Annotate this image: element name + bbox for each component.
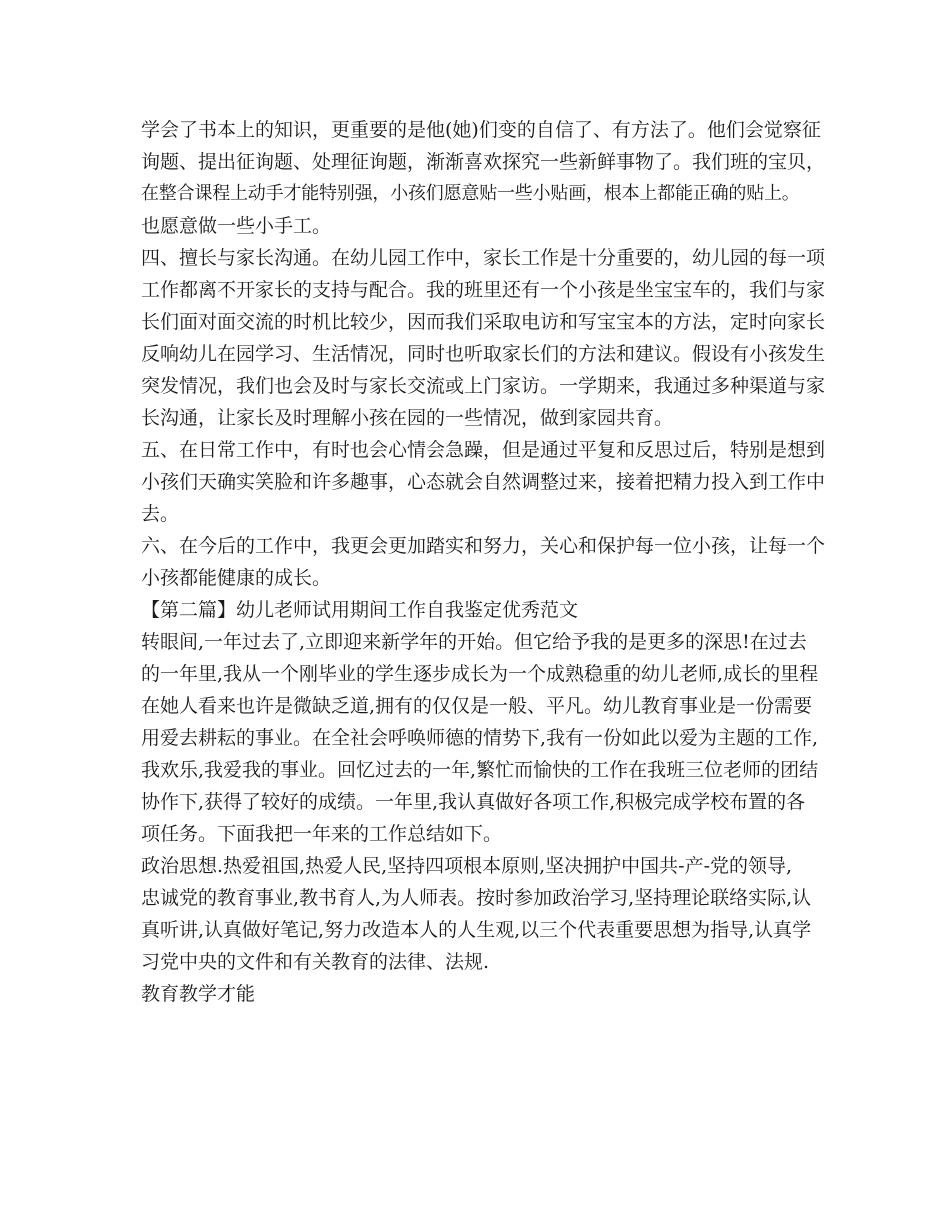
section-five-line: 五、在日常工作中，有时也会心情会急躁，但是通过平复和反思过后，特别是想到 bbox=[141, 439, 826, 461]
paragraph-line: 转眼间,一年过去了,立即迎来新学年的开始。但它给予我的是更多的深思!在过去 bbox=[141, 631, 807, 653]
section-title: 【第二篇】幼儿老师试用期间工作自我鉴定优秀范文 bbox=[141, 599, 579, 621]
paragraph-line: 长沟通，让家长及时理解小孩在园的一些情况，做到家园共育。 bbox=[141, 407, 674, 429]
paragraph-line: 协作下,获得了较好的成绩。一年里,我认真做好各项工作,积极完成学校布置的各 bbox=[141, 791, 806, 813]
document-body bbox=[141, 114, 831, 1010]
paragraph-line: 真听讲,认真做好笔记,努力改造本人的人生观,以三个代表重要思想为指导,认真学 bbox=[141, 919, 812, 941]
paragraph-line: 习党中央的文件和有关教育的法律、法规. bbox=[141, 951, 490, 973]
paragraph-line: 反响幼儿在园学习、生活情况，同时也听取家长们的方法和建议。假设有小孩发生 bbox=[141, 343, 826, 365]
paragraph-line: 政治思想.热爱祖国,热爱人民,坚持四项根本原则,坚决拥护中国共-产-党的领导, bbox=[141, 855, 793, 877]
paragraph-line: 小孩都能健康的成长。 bbox=[141, 567, 332, 589]
paragraph-line: 工作都离不开家长的支持与配合。我的班里还有一个小孩是坐宝宝车的，我们与家 bbox=[141, 279, 826, 301]
paragraph-line: 小孩们天确实笑脸和许多趣事，心态就会自然调整过来，接着把精力投入到工作中 bbox=[141, 471, 826, 493]
paragraph-line: 去。 bbox=[141, 503, 180, 525]
paragraph-line: 我欢乐,我爱我的事业。回忆过去的一年,繁忙而愉快的工作在我班三位老师的团结 bbox=[141, 759, 819, 781]
paragraph-line: 学会了书本上的知识，更重要的是他(她)们变的自信了、有方法了。他们会觉察征 bbox=[141, 119, 821, 141]
paragraph-line: 项任务。下面我把一年来的工作总结如下。 bbox=[141, 823, 503, 845]
paragraph-line: 突发情况，我们也会及时与家长交流或上门家访。一学期来，我通过多种渠道与家 bbox=[141, 375, 826, 397]
paragraph-line: 的一年里,我从一个刚毕业的学生逐步成长为一个成熟稳重的幼儿老师,成长的里程 bbox=[141, 663, 819, 685]
paragraph-line: 长们面对面交流的时机比较少，因而我们采取电访和写宝宝本的方法，定时向家长 bbox=[141, 311, 826, 333]
paragraph-line: 询题、提出征询题、处理征询题，渐渐喜欢探究一些新鲜事物了。我们班的宝贝， bbox=[141, 151, 826, 173]
section-four-line: 四、擅长与家长沟通。在幼儿园工作中，家长工作是十分重要的，幼儿园的每一项 bbox=[141, 247, 826, 269]
paragraph-line: 在她人看来也许是微缺乏道,拥有的仅仅是一般、平凡。幼儿教育事业是一份需要 bbox=[141, 695, 813, 717]
paragraph-line: 也愿意做一些小手工。 bbox=[141, 215, 332, 237]
paragraph-line: 在整合课程上动手才能特别强，小孩们愿意贴一些小贴画，根本上都能正确的贴上。 bbox=[141, 183, 800, 204]
section-six-line: 六、在今后的工作中，我更会更加踏实和努力，关心和保护每一位小孩，让每一个 bbox=[141, 535, 826, 557]
paragraph-line: 忠诚党的教育事业,教书育人,为人师表。按时参加政治学习,坚持理论联络实际,认 bbox=[141, 887, 812, 909]
paragraph-line: 用爱去耕耘的事业。在全社会呼唤师德的情势下,我有一份如此以爱为主题的工作, bbox=[141, 727, 819, 749]
subsection-heading: 教育教学才能 bbox=[141, 983, 256, 1005]
